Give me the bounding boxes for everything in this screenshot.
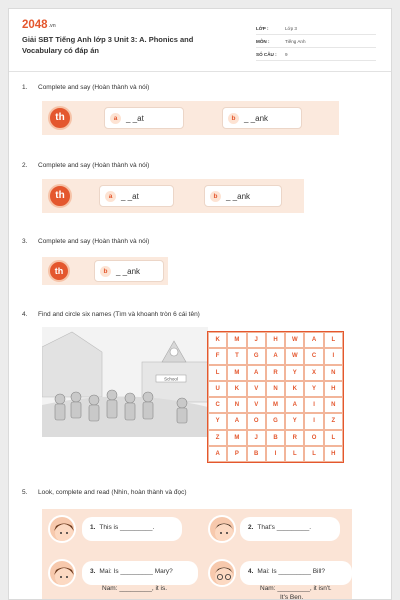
meta-grade-value: Lớp 3 [285, 26, 297, 31]
dialog-reply-extra: It's Ben. [280, 594, 304, 600]
grid-cell[interactable]: B [266, 430, 285, 446]
question-1-strip [42, 101, 339, 135]
meta-subject-row [256, 36, 376, 48]
grid-cell[interactable]: Y [285, 365, 304, 381]
grid-cell[interactable]: V [247, 381, 266, 397]
dialog-line[interactable]: This is _________. [99, 524, 155, 531]
document-header [9, 9, 392, 79]
grid-cell[interactable]: A [285, 397, 304, 413]
worksheet-page [8, 8, 392, 600]
dialog-bubble-3 [82, 561, 198, 585]
grid-cell[interactable]: A [247, 365, 266, 381]
grid-cell[interactable]: L [324, 430, 343, 446]
question-number: 1. [22, 84, 28, 91]
grid-cell[interactable]: W [285, 348, 304, 364]
grid-cell[interactable]: L [324, 332, 343, 348]
meta-count-row [256, 49, 376, 61]
school-sign-text: School [164, 376, 178, 382]
question-number: 2. [22, 162, 28, 169]
grid-cell[interactable]: K [227, 381, 246, 397]
question-number: 3. [22, 238, 28, 245]
dialog-bubble-1 [82, 517, 182, 541]
grid-cell[interactable]: G [266, 413, 285, 429]
th-badge: th [48, 260, 70, 282]
document-title: Giải SBT Tiếng Anh lớp 3 Unit 3: A. Phonics and Vocabulary có đáp án [22, 35, 194, 55]
question-text: Complete and say (Hoàn thành và nói) [38, 162, 150, 169]
dialog-bubble-4 [240, 561, 352, 585]
grid-cell[interactable]: P [227, 446, 246, 462]
meta-subject-key: MÔN : [256, 39, 270, 44]
fill-blank[interactable]: _ _ank [244, 114, 269, 123]
grid-cell[interactable]: R [285, 430, 304, 446]
grid-cell[interactable]: V [247, 397, 266, 413]
grid-cell[interactable]: N [227, 397, 246, 413]
grid-cell[interactable]: A [266, 348, 285, 364]
grid-cell[interactable]: I [324, 348, 343, 364]
grid-cell[interactable]: Y [208, 413, 227, 429]
boy-avatar [208, 515, 236, 543]
site-logo[interactable] [22, 19, 56, 31]
grid-cell[interactable]: X [304, 365, 323, 381]
item-letter: b [228, 113, 239, 124]
question-text: Complete and say (Hoàn thành và nói) [38, 84, 150, 91]
th-badge: th [48, 106, 72, 130]
dialog-panel [42, 509, 352, 600]
schoolyard-drawing [42, 327, 208, 437]
grid-cell[interactable]: K [285, 381, 304, 397]
grid-cell[interactable]: A [304, 332, 323, 348]
dialog-reply[interactable]: Nam: _________, it is. [102, 585, 168, 592]
grid-cell[interactable]: M [227, 365, 246, 381]
grid-cell[interactable]: G [247, 348, 266, 364]
word-card-a [99, 185, 174, 207]
grid-cell[interactable]: M [227, 430, 246, 446]
question-text: Look, complete and read (Nhìn, hoàn thành và đọc) [38, 489, 187, 496]
word-card-b [222, 107, 302, 129]
logo-suffix: .vn [48, 23, 56, 29]
meta-grade-key: LỚP : [256, 26, 269, 31]
item-letter: a [110, 113, 121, 124]
header-divider [9, 71, 392, 72]
grid-cell[interactable]: N [324, 365, 343, 381]
dialog-number: 2. [248, 524, 254, 531]
grid-cell[interactable]: H [324, 381, 343, 397]
meta-count-value: 9 [285, 52, 288, 57]
grid-cell[interactable]: B [247, 446, 266, 462]
grid-cell[interactable]: H [266, 332, 285, 348]
question-text: Complete and say (Hoàn thành và nói) [38, 238, 150, 245]
grid-cell[interactable]: N [266, 381, 285, 397]
question-text: Find and circle six names (Tìm và khoanh tròn 6 cái tên) [38, 311, 200, 318]
dialog-line[interactable]: Mai: Is _________ Bill? [257, 568, 325, 575]
fill-blank[interactable]: _ _at [126, 114, 144, 123]
item-letter: a [105, 191, 116, 202]
word-card-b [204, 185, 282, 207]
word-card-a [104, 107, 184, 129]
boy-avatar-2 [208, 559, 236, 587]
grid-cell[interactable]: I [304, 397, 323, 413]
meta-grade-row [256, 23, 376, 35]
word-card-b [94, 260, 164, 282]
grid-cell[interactable]: R [266, 365, 285, 381]
fill-blank[interactable]: _ _ank [226, 192, 251, 201]
grid-cell[interactable]: U [208, 381, 227, 397]
dialog-number: 3. [90, 568, 96, 575]
grid-cell[interactable]: Y [285, 413, 304, 429]
grid-cell[interactable]: F [208, 348, 227, 364]
question-number: 4. [22, 311, 28, 318]
fill-blank[interactable]: _ _at [121, 192, 139, 201]
grid-cell[interactable]: L [285, 446, 304, 462]
grid-cell[interactable]: Z [324, 413, 343, 429]
meta-subject-value: Tiếng Anh [285, 39, 306, 44]
girl-avatar-2 [48, 559, 76, 587]
grid-cell[interactable]: N [324, 397, 343, 413]
grid-cell[interactable]: T [227, 348, 246, 364]
word-search-grid [207, 331, 344, 463]
question-3-strip [42, 257, 168, 285]
grid-cell[interactable]: I [266, 446, 285, 462]
dialog-line[interactable]: That's _________. [257, 524, 312, 531]
grid-cell[interactable]: Y [304, 381, 323, 397]
grid-cell[interactable]: Z [208, 430, 227, 446]
question-5-prompt [22, 489, 187, 496]
question-1-prompt [22, 84, 149, 91]
grid-cell[interactable]: H [324, 446, 343, 462]
dialog-number: 1. [90, 524, 96, 531]
item-letter: b [210, 191, 221, 202]
grid-cell[interactable]: I [304, 413, 323, 429]
grid-cell[interactable]: M [266, 397, 285, 413]
dialog-line[interactable]: Mai: Is _________ Mary? [99, 568, 173, 575]
grid-cell[interactable]: L [208, 365, 227, 381]
grid-cell[interactable]: O [304, 430, 323, 446]
grid-cell[interactable]: C [304, 348, 323, 364]
grid-cell[interactable]: L [304, 446, 323, 462]
question-4-prompt [22, 311, 200, 318]
schoolyard-illustration [42, 327, 208, 437]
grid-cell[interactable]: J [247, 332, 266, 348]
grid-cell[interactable]: C [208, 397, 227, 413]
grid-cell[interactable]: O [247, 413, 266, 429]
fill-blank[interactable]: _ _ank [116, 267, 141, 276]
grid-cell[interactable]: J [247, 430, 266, 446]
grid-cell[interactable]: M [227, 332, 246, 348]
grid-cell[interactable]: K [208, 332, 227, 348]
grid-cell[interactable]: W [285, 332, 304, 348]
item-letter: b [100, 266, 111, 277]
dialog-reply[interactable]: Nam: _________, it isn't. [260, 585, 332, 592]
girl-avatar [48, 515, 76, 543]
question-2-strip [42, 179, 304, 213]
question-3-prompt [22, 238, 149, 245]
question-2-prompt [22, 162, 149, 169]
grid-cell[interactable]: A [227, 413, 246, 429]
meta-count-key: SỐ CÂU : [256, 52, 277, 57]
dialog-bubble-2 [240, 517, 340, 541]
question-number: 5. [22, 489, 28, 496]
grid-cell[interactable]: A [208, 446, 227, 462]
dialog-number: 4. [248, 568, 254, 575]
logo-number: 2048 [22, 19, 48, 31]
th-badge: th [48, 184, 72, 208]
